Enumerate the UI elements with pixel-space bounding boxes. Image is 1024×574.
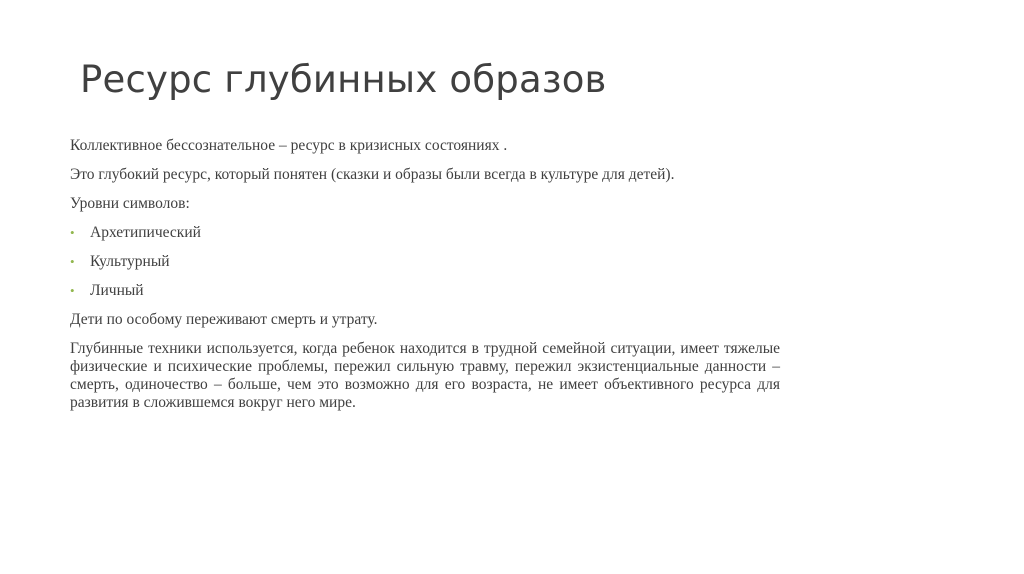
bullet-dot-icon: • <box>70 254 75 269</box>
paragraph-deep-techniques: Глубинные техники используется, когда ребенок находится в трудной семейной ситуации, имеет тяжелые физические и психические проблемы, пережил сильную травму, пережил экзистенциальные данности – смерть, одиночество – больше, чем это возможно для его возраста, не имеет объективного ресурса для развития в сложившемся вокруг него мире. <box>70 340 780 411</box>
paragraph-death-loss: Дети по особому переживают смерть и утрату. <box>70 311 378 328</box>
slide-title: Ресурс глубинных образов <box>80 58 607 101</box>
bullet-item-label: Культурный <box>90 253 170 270</box>
bullet-dot-icon: • <box>70 283 75 298</box>
bullet-item <box>70 253 780 271</box>
bullet-item <box>70 224 780 242</box>
paragraph-collective-unconscious: Коллективное бессознательное – ресурс в кризисных состояниях . <box>70 137 508 154</box>
slide-body <box>70 137 780 423</box>
paragraph-symbol-levels: Уровни символов: <box>70 195 190 212</box>
bullet-dot-icon: • <box>70 225 75 240</box>
bullet-item <box>70 282 780 300</box>
paragraph-deep-resource: Это глубокий ресурс, который понятен (сказки и образы были всегда в культуре для детей). <box>70 166 675 183</box>
bullet-item-label: Архетипический <box>90 224 201 241</box>
bullet-item-label: Личный <box>90 282 144 299</box>
